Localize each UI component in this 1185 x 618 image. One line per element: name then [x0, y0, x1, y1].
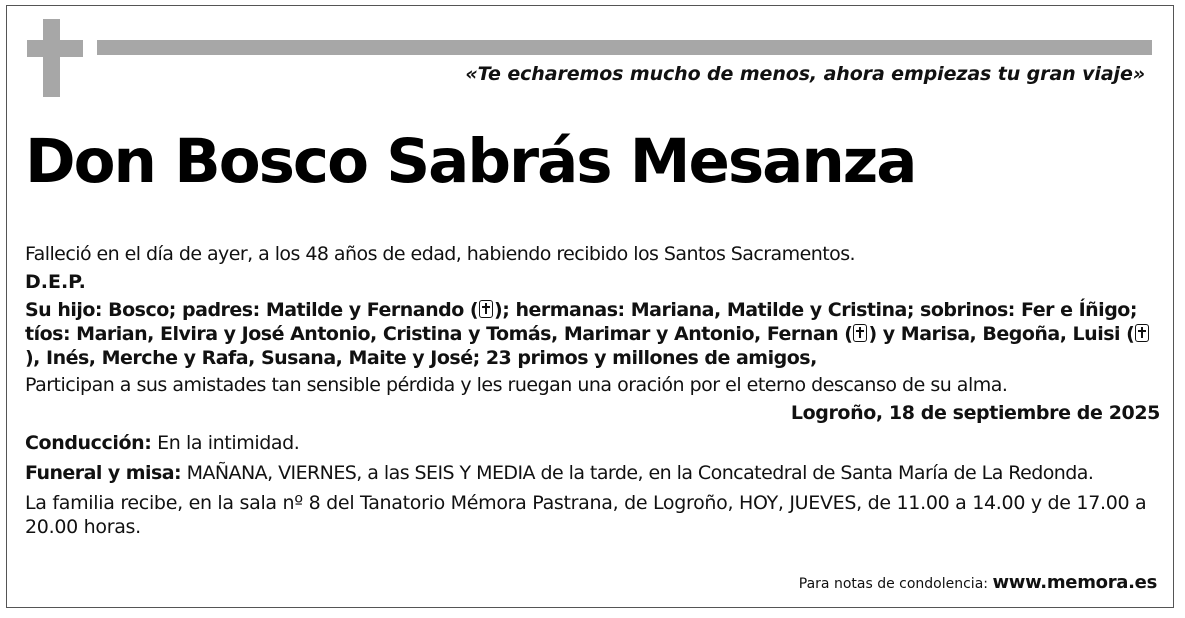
dep-text: D.E.P. — [25, 271, 86, 293]
reception-text: La familia recibe, en la sala nº 8 del Tanatorio Mémora Pastrana, de Logroño, HOY, JUEVES, de 11.00 a 14.00 y de 17.00 a 20.00 horas. — [25, 492, 1147, 538]
conduccion-line — [25, 431, 1160, 455]
condolence-link[interactable]: www.memora.es — [992, 572, 1157, 593]
funeral-value: MAÑANA, VIERNES, a las SEIS Y MEDIA de la tarde, en la Concatedral de Santa María de La Redonda. — [181, 462, 1094, 484]
epitaph-quote: «Te echaremos mucho de menos, ahora empiezas tu gran viaje» — [465, 63, 1145, 85]
condolence-label: Para notas de condolencia: — [798, 576, 988, 592]
deceased-name: Don Bosco Sabrás Mesanza — [25, 126, 916, 197]
family-segment: ) y Marisa, Begoña, Luisi ( — [868, 323, 1135, 345]
funeral-line — [25, 461, 1160, 485]
conduccion-value: En la intimidad. — [151, 432, 300, 454]
conduccion-label: Conducción: — [25, 432, 152, 454]
boxed-cross-icon — [479, 300, 493, 318]
family-segment: ), Inés, Merche y Rafa, Susana, Maite y José; 23 primos y millones de amigos, — [25, 347, 817, 369]
participation-text: Participan a sus amistades tan sensible pérdida y les ruegan una oración por el eterno descanso de su alma. — [25, 374, 1008, 396]
family-segment: ); hermanas: Mariana, Matilde y Cristina; sobrinos: Fer e Íñigo; tíos: Marian, Elvira y José Antonio, Cristina y Tomás, Marimar y Antonio, Fernan ( — [25, 299, 1137, 345]
boxed-cross-icon — [853, 324, 867, 342]
place-date: Logroño, 18 de septiembre de 2025 — [790, 402, 1160, 424]
boxed-cross-icon — [1135, 324, 1149, 342]
condolence-footer — [799, 572, 1157, 593]
family-segment: Su hijo: Bosco; padres: Matilde y Fernando ( — [25, 299, 479, 321]
intro-text: Falleció en el día de ayer, a los 48 años de edad, habiendo recibido los Santos Sacramentos. — [25, 243, 856, 265]
notice-body — [25, 242, 1160, 539]
header-rule — [97, 40, 1152, 55]
funeral-label: Funeral y misa: — [25, 462, 182, 484]
family-text — [25, 298, 1160, 370]
obituary-card — [6, 5, 1174, 608]
